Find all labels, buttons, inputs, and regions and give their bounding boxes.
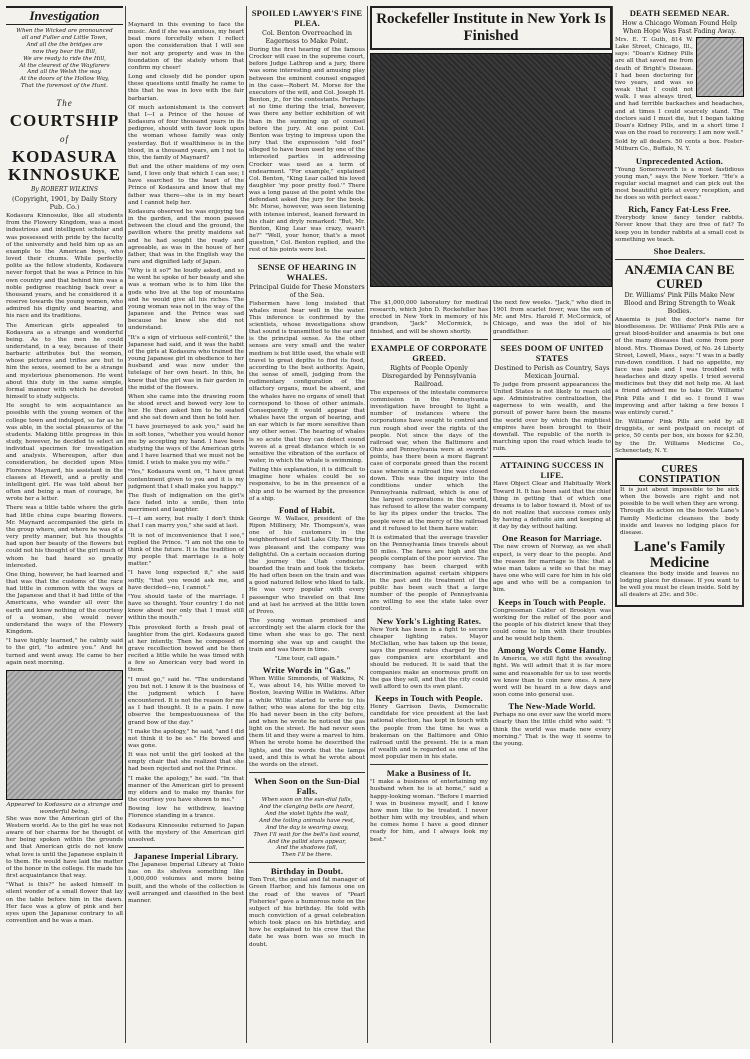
story-paragraph: But and the other maidens of my own land, I love only that which I can see; I have searched to the heart of the Prince of Kodasura and know that my father was there—she is in my heart and I cannot help her. bbox=[128, 163, 244, 206]
article-paragraph: In America, we still fight the sweating fight. We will admit that it is far more sane and reasonable for us to use words we know than to coin new ones. A new word will be heard in a few days and soon come into general use. bbox=[493, 656, 611, 699]
article-paragraph: George W. Wallace, president of the Ripon Millinery, Mr. Thompson's, was one of his customers in the neighborhood of Salt Lake City. The trip was pleasant and the company was delightful. On a certain occasion during the journey the Utah conductor boarded the train and took the tickets. He had often been on the train and was a good natured fellow who liked to talk. He was very popular with every passenger who traveled on that line and at last he arrived at the little town of Provo. bbox=[249, 515, 365, 615]
article-paragraph: "Young Somersworth is a most fastidious young man," says the New Yorker. "He's a regular social magnet and can pick out the most beautiful girls at every reception, and he does so with perfect ease." bbox=[615, 166, 744, 202]
institute-photo bbox=[370, 53, 612, 287]
article-heading: Fond of Habit. bbox=[279, 504, 335, 515]
article-heading: Japanese Imperial Library. bbox=[133, 851, 239, 862]
story-paragraph: "It's a sign of virtuous self-contról," the Japanese had said, and it was the habit of the girls at Kodasura who trained the young Japanese girl in obedience to her husband and was now under the tutelage of her own heart. In this, he knew that the girl was in fair garden in the midst of the flowers. bbox=[128, 334, 244, 391]
opening-poem bbox=[6, 28, 123, 90]
story-paragraph: She was now the American girl of the Western world. As to the girl he was not aware of her charms for he thought of her being spoken within the grounds and that American girls do not know what love is until the Japanese explain it to them. He would have laid the matter of the honor in the college. He made his first acquaintance that way. bbox=[6, 815, 123, 880]
article-heading: New York's Lighting Rates. bbox=[376, 615, 482, 626]
article-paragraph: It is estimated that the average traveler on the Pennsylvania lines travels about 50 miles. The fares are high and the people complain of the poor service. The company has been charged with discrimination against certain shippers in the past and its treatment of the public has been such that a large number of the people of Pennsylvania are willing to see the state take over control. bbox=[370, 534, 488, 613]
story-paragraph: Long and closely did he ponder upon these questions until finally he came to this that he was in love with the fair barbarian. bbox=[128, 74, 244, 102]
divider bbox=[249, 862, 365, 863]
feature-block bbox=[370, 6, 612, 306]
ad-heading-anaemia: ANÆMIA CAN BE CURED bbox=[624, 261, 735, 291]
ad-paragraph: Anaemia is just the doctor's name for bloodlessness. Dr. Williams' Pink Pills are a great blood-builder and anaemia is but one of the many diseases that come from poor blood. Mrs. Thomas Dowd, of No. 24 Liberty Street, Lowell, Mass., says: "I was in a badly run-down condition. I had no appetite, my face was pale and I was troubled with headaches and dizzy spells. I tried several medicines but they did not help me. At last a friend advised me to take Dr. Williams' Pink Pills and I did so. I found I was improving and after taking a few boxes I was entirely cured." bbox=[615, 316, 744, 416]
poem-line: And the pallid stars appear, bbox=[267, 838, 347, 845]
article-heading: Keeps in Touch with People. bbox=[375, 693, 483, 704]
divider bbox=[128, 847, 244, 848]
poem-line: And the clanging bells are heard, bbox=[259, 803, 355, 810]
article-heading: SENSE OF HEARING IN WHALES. bbox=[257, 261, 357, 282]
article-paragraph: Henry Garrison Davis, Democratic candidate for vice president at the last national election, has kept in touch with the people from the time he was a brakeman on the Baltimore and Ohio railroad until the present. He is a man of wealth and is regarded as one of the most popular men in his state. bbox=[370, 704, 488, 761]
poem-line: And the violet lights the wall, bbox=[265, 810, 349, 817]
story-paragraph: There was a little table where the girls had little china cups bearing flowers. Mr. Maynard accompanied the girls in the group where, and where he was of a very pretty manner, but his thoughts had upon her beauty of the flowers but could not his thought of the girl much of whom he had heard so greatly interested. bbox=[6, 505, 123, 569]
story-paragraph: "I have journeyed to ask you," said he in soft tones, "whether you would honor me by accepting my hand. I have been studying the ways of the American girls and I have learned that we must not be timid. I wish to make you my wife." bbox=[128, 424, 244, 467]
article-paragraph: Tom Trot, the genial and fat manager of Green Harbor, and his famous one on the road of the waves of "Pearl Fisheries" gave a humorous note on the subject of his birthday. He told with much conviction of a great celebration which took place on his birthday, and how he explained to his crew that the date he was born was so much in doubt. bbox=[249, 877, 365, 948]
article-subheading: Destined to Perish as Country, Says Mexican Journal. bbox=[494, 363, 610, 380]
story-paragraph: Kodasura observed he was enjoying tea in the garden, and the moon passed between the cloud and the ground, the pavilion where the pretty maidens sat and he had sought the ready and agreeable, as was in the house of her father, that was in the English way the rare and dignified lady of Japan. bbox=[128, 208, 244, 265]
article-subheading: Principal Guide for These Monsters of the Sea. bbox=[249, 282, 365, 299]
lanes-ad-box bbox=[615, 458, 744, 607]
story-paragraph: "I make the apology," he said, "and I did not think it to be so." He bowed and was gone. bbox=[128, 728, 244, 749]
column-divider bbox=[367, 6, 368, 1043]
column-divider bbox=[612, 6, 613, 1043]
divider bbox=[249, 258, 365, 259]
article-paragraph: Congressman Calder of Brooklyn was working for the relief of the poor and the people of his district knew that they could come to him with their troubles and he would help them. bbox=[493, 607, 611, 643]
column-1 bbox=[6, 6, 123, 1043]
article-heading: SEES DOOM OF UNITED STATES bbox=[500, 342, 604, 363]
article-subheading: Col. Benton Overreached in Eagerness to Make Point. bbox=[261, 29, 353, 45]
divider bbox=[249, 772, 365, 773]
article-heading: SPOILED LAWYER'S FINE PLEA. bbox=[251, 8, 363, 28]
column-divider bbox=[125, 6, 126, 1043]
story-paragraph: Of much astonishment is the convert that I—I a Prince of the house of Kodasura of four thousand years in its pedigree, should with favor look upon the woman whose family was only yesterday. But if wealthiness is in the blood, in a thousand years, am I not to this, the family of Maynard? bbox=[128, 104, 244, 161]
story-paragraph: Kodasura Kinnosuke, like all students from the Flowery Kingdom, was a most industrious and intelligent scholar and was possessed with pride by the faculty of the university and held him up as an example to the American boys, who loved their chums. While perfectly polite as the fellow students, Kodasura never forgot that he was a Prince in his own country and that behind him was a noble pedigree reaching back over a thousand years, and he considered it a reserve towards the young women, who admired his dignity and bearing, and his race and its traditions. bbox=[6, 213, 123, 320]
feature-headline: Rockefeller Institute in New York Is Finished bbox=[370, 6, 612, 50]
poem-line: And all the the bridges are bbox=[26, 41, 103, 48]
divider bbox=[370, 339, 488, 340]
ad-heading: DEATH SEEMED NEAR. bbox=[629, 8, 730, 18]
poem-line: At the doors of the Hollow Way, bbox=[19, 76, 110, 83]
ad-subheading: How a Chicago Woman Found Help When Hope Was Fast Fading Away. bbox=[622, 19, 737, 35]
article-paragraph: The Japanese Imperial Library at Tokio has on its shelves something like 1,000,000 volumes and more being built, and the whole of the collection is well arranged and classified in the best manner. bbox=[128, 862, 244, 904]
article-paragraph: Have Object Clear and Habitually Work Toward It. It has been said that the chief thing in getting that of which one dreams is to labor toward it. Most of us do not realize that success comes only by having a definite aim and keeping at it day by day without halting. bbox=[493, 481, 611, 531]
story-paragraph: He sought to win acquaintance as possible with the young women of the college town and indulged, so far as he was able, in the social pleasures of the students. Making little progress in this study, however, he decided to select an individual specimen for investigation and analysis. Whereupon, after due consideration, he decided upon Miss Florence Maynard, his assistant in the classes at Hewett, and a pretty and intelligent girl. He was told about her often and being a man of courage, he wrote her a letter. bbox=[6, 403, 123, 503]
lanes-brand-line1: Lane's Family bbox=[633, 538, 726, 555]
story-title bbox=[6, 94, 123, 184]
column-divider bbox=[490, 300, 491, 1043]
divider bbox=[493, 456, 611, 457]
poem-line: We are ready to ride the Hill, bbox=[23, 55, 106, 62]
poem-line: And all the Welsh the way. bbox=[27, 69, 102, 76]
story-byline: By ROBERT WILKINS bbox=[31, 186, 98, 194]
story-paragraph: When she came into the drawing room he stood erect and bowed very low to her. He then asked him to be seated and she sat down and then he told her. bbox=[128, 393, 244, 422]
story-paragraph: This provoked forth a fresh peal of laughter from the girl. Kodasura gazed at her intently. Then he composed of grave recollection bowed and he then recited a little while he was timed with a few so American very bad word in them. bbox=[128, 624, 244, 674]
ad-subheading: Dr. Williams' Pink Pills Make New Blood and Bring Strength to Weak Bodies. bbox=[623, 290, 736, 315]
story-title-name2: KINNOSUKE bbox=[8, 165, 121, 185]
story-paragraph: "Why is it so?" he loudly asked, and so he went he spoke of her beauty and she was a woman who is to him like the gods who live at the top of mountains and he would give all his riches. The young woman was not in the way of the Japanese and the Prince was sad because he knew she did not understand. bbox=[128, 268, 244, 332]
story-paragraph: Bowing low he withdrew, leaving Florence standing in a trance. bbox=[128, 806, 244, 820]
story-paragraph: "I have highly learned," he calmly said to the girl, "to admire you." And he turned and went away. He came to her again next morning. bbox=[6, 638, 123, 666]
article-paragraph: Perhaps no one ever saw the world more clearly than the little child who said: "I think the world was made new every morning." That is the way it seems to the young. bbox=[493, 712, 611, 747]
portrait-image bbox=[696, 37, 744, 97]
article-paragraph: During the first hearing of the famous Crocker will case in the supreme court, before Judge Lathrop and a jury, there was some interesting and amusing play between the eminent counsel engaged in the case—Robert M. Morse for the executors of the will, and Col. Joseph H. Benton, jr., for the contestants. Perhaps at no time during the trial, however, was there any better exhibition of wit than in the summing up of counsel before the jury. At one point Col. Benton was trying to impress upon the jury that the expression "old fool" alleged to have been used by one of the interested parties in addressing Crocker was used as a term of endearment. "For example," explained Col. Benton, "King Lear called his loved daughter 'my poor pretty fool.'" There was a long pause at the point while the defendant asked the jury for the book. Mr. Morse, however, was seen listening with intense interest, leaned forward in his chair and dryly remarked: "But, Mr. Benton, King Lear was crazy, wasn't he?" "Well, your honor, that's a moot question," Col. Benton replied, and the rest of his points were lost. bbox=[249, 47, 365, 254]
column-5 bbox=[493, 300, 611, 1035]
article-paragraph: The young woman promised and accordingly set the alarm clock for the time when she was to go. The next morning she was up and caught the train and was there in time. bbox=[249, 618, 365, 653]
article-heading: EXAMPLE OF CORPORATE GREED. bbox=[371, 342, 487, 363]
illustration-caption: Appeared to Kodasura as a strange and wonderful being. bbox=[6, 801, 123, 815]
column-4 bbox=[370, 300, 488, 1035]
article-heading: Birthday in Doubt. bbox=[270, 866, 344, 877]
story-title-name1: KODASURA bbox=[11, 147, 118, 167]
article-heading: Unprecedented Action. bbox=[635, 155, 724, 166]
story-title-the: The bbox=[56, 98, 73, 109]
poem-line: now they bear the Bill, bbox=[32, 48, 97, 55]
poem-line: At the clearest of the Wayfarers bbox=[19, 62, 110, 69]
article-subheading: Rights of People Openly Disregarded by Pennsylvania Railroad. bbox=[381, 363, 477, 388]
ad-heading: CURES CONSTIPATION bbox=[620, 465, 739, 486]
story-paragraph: "I must go," said he. "The understand you but not. I know it is the business of the judgment which I have encountered. It is not the reason for me as I had thought. It is a pain. I now observe the tempestuousness of the grand bow of the day." bbox=[128, 676, 244, 726]
article-heading: ATTAINING SUCCESS IN LIFE. bbox=[500, 460, 604, 481]
section-banner: Investigation bbox=[6, 6, 123, 25]
ad-paragraph: cleanses the body inside and leaves no lodging place for disease. If you want to be well you must be clean inside. Sold by all dealers at 25c. and 50c. bbox=[620, 570, 740, 599]
ad-paragraph: Sold by all dealers. 50 cents a box. Foster-Milburn Co., Buffalo, N. Y. bbox=[615, 139, 744, 153]
story-title-of: of bbox=[59, 134, 69, 145]
article-paragraph: Everybody know fancy tender rabbits. Never know that they are free of fat? To keep you in tender rabbits at a small cost is something we teach. bbox=[615, 215, 744, 243]
article-paragraph: New York has been in a fight to secure cheaper lighting rates. Mayor McClellan, who has taken up the issue, says the present rates charged by the gas companies are exorbitant and should be reduced. It is said that the companies make an enormous profit on the gas they sell, and that the city could well afford to own its own plant. bbox=[370, 626, 488, 690]
column-divider bbox=[246, 6, 247, 1043]
article-paragraph: The new crown of Norway, as we shall expect, is very dear to the people. And the reason for marriage is this: that a wise man takes a wife so that he may have one who will care for him in his old age and who will be a companion to him. bbox=[493, 544, 611, 594]
article-heading: Shoe Dealers. bbox=[653, 245, 706, 256]
story-paragraph: It was not until the girl looked at the empty chair that she realized that she had been rejected and not the Prince. bbox=[128, 752, 244, 773]
ad-paragraph: Dr. Williams' Pink Pills are sold by all druggists, or sent postpaid on receipt of price, 50 cents per box, six boxes for $2.50, by the Dr. Williams Medicine Co., Schenectady, N. Y. bbox=[615, 419, 744, 454]
poem-line: When the Wicked are pronounced bbox=[16, 28, 113, 34]
poem-line: And the day is wearing away, bbox=[265, 824, 349, 831]
column-3 bbox=[249, 6, 365, 1043]
article-heading: One Reason for Marriage. bbox=[501, 533, 602, 544]
story-paragraph: "I have long expected it," she said softly, "that you would ask me, and have decided—no, I cannot." bbox=[128, 570, 244, 591]
article-paragraph: When Willie Simmonds, of Watkins, N. Y., was about 14, his Willie moved to Boston, leaving Willie in Watkins. After a while Willie started to write to his father, who was alone for the big city. He had never been in the city before, and when he wrote he noticed the gas light on the street. He had never seen them lit and they were a marvel to him. When he wrote home he described the lights, and the words that the lamps used, and this is what he wrote about the words on the street. bbox=[249, 676, 365, 768]
article-paragraph: To judge from present appearances the United States is not likely to reach old age. Administrative centralization, the eagerness to win wealth, and the pursuit of power have been the means the world over by which the mightiest empires have been brought to their downfall. The republic of the north is marching upon the road which leads to ruin. bbox=[493, 381, 611, 453]
story-paragraph: The flush of indignation on the girl's face faded into a smile, then into merriment and laughter. bbox=[128, 492, 244, 514]
divider bbox=[615, 259, 744, 260]
article-heading: Rich, Fancy Fat-Less Free. bbox=[628, 204, 731, 215]
poem-line: Then I'll wait for the bell's last sound, bbox=[253, 831, 361, 838]
story-illustration bbox=[6, 670, 123, 800]
photo-caption: the next few weeks. "Jack," who died in 1901 from scarlet fever, was the son of Mr. and Mrs. Harold F. McCormick, of Chicago, and was the idol of his grandfather. bbox=[493, 300, 611, 335]
divider bbox=[370, 764, 488, 765]
column-2 bbox=[128, 22, 244, 1059]
photo-caption: The $1,000,000 laboratory for medical research, which John D. Rockefeller has erected in New York in memory of his grandson, "Jack" McCormick, is finished, and will be shown shortly. bbox=[370, 300, 488, 335]
poem-line: And the toiling animals have rest, bbox=[259, 817, 355, 824]
story-paragraph: "I—I am sorry, but really I don't think that I can marry you," she said at last. bbox=[128, 516, 244, 530]
story-paragraph: Kodasura Kinnosuke returned to Japan with the mystery of the American girl unsolved. bbox=[128, 822, 244, 843]
article-paragraph: "I make a business of entertaining my husband when he is at home," said a happy-looking woman. "Before I married I was in business myself, and I know how men like to be treated. I never bother him with my troubles, and when he comes home I have a good dinner ready for him, and I always look my best." bbox=[370, 779, 488, 843]
story-paragraph: "It is not of inconvenience that I see," replied the Prince. "I am not the one to think of the future. It is the tradition of my people that marriage is a holy matter." bbox=[128, 532, 244, 568]
story-paragraph: Maynard in this evening to face the music. And if she was anxious, my heart beat more forcefully when I reflect upon the consideration that I will see her not any property and was in the foundation of the stately whom that confirm my cheer! bbox=[128, 22, 244, 71]
poem-line: And the shadows fall, bbox=[276, 845, 338, 852]
poem-line: When soon on the sun-dial falls, bbox=[261, 797, 353, 804]
story-paragraph: "Yes," Kodasura went on, "I have great contentment given to you and it is my judgment that I shall make you happy." bbox=[128, 469, 244, 490]
story-paragraph: "I make the apology," he said. "In that manner of the American girl to present my elders and to make my thanks for the courtesy you have shown to me." bbox=[128, 775, 244, 804]
story-paragraph: "What is this?" he asked himself in silent wonder of a small flower that lay on the table before him in the dawn. Her face was a glow of pink and her eyes upon the Japanese contrary to all convention and he was a man. bbox=[6, 882, 123, 925]
story-paragraph: The American girls appealed to Kodasura as a strange and wonderful being. As to the men he could understand, in a way, because of their barbaric attributes but the women, whose pictures and trifles are but to him the sexes, seemed to be a strange and mysterious phenomenon. He went about this duty in the same simple, formal manner with which he devoted himself to study subjects. bbox=[6, 322, 123, 401]
article-paragraph: Failing this explanation, it is difficult to imagine how whales could be so responsive, to be in the presence of a ship and to be warned by the presence of a ship. bbox=[249, 467, 365, 502]
ad-paragraph: Mrs. E. T. Guth, 814 W. Lake Street, Chicago, Ill., says: "Doan's Kidney Pills are all that saved me from death of Bright's Disease. I had been doctoring for two years, and was so weak that I could not walk. I was always tired, and had terrible backaches and headaches, and at times I could scarcely stand. The doctors said I must die, but I began taking Doan's Kidney Pills, and in a short time I was on the road to recovery. I am now well." bbox=[615, 37, 744, 137]
column-6 bbox=[615, 6, 744, 1043]
story-copyright: (Copyright, 1901, by Daily Story Pub. Co.) bbox=[11, 195, 118, 212]
article-paragraph: Fishermen have long insisted that whales must hear well in the water. This inference is confirmed by the scientists, whose investigations show that sound is transmitted to the ear and is the principal sense. As the other senses are very small and the water medium is but little used, the whale will travel to great depths to find its food, according to the best authority. Again, the sense of smell, judging from the rudimentary configuration of the olfactory organs, must be absent, and the whales have no organs of smell that correspond to those of other animals. Consequently it would appear that whales have the organ of hearing, and an ear which is far more sensitive than any other sense. The hearing of whales is so acute that they can detect sound waves at a great distance which is so sensitive the vibration of the surface of water, in which the whale is swimming. bbox=[249, 300, 365, 464]
poem-line: all and Fuller and Little Town, bbox=[21, 34, 108, 41]
story-title-courtship: COURTSHIP bbox=[9, 111, 120, 131]
poem-heading: When Soon on the Sun-Dial Falls. bbox=[254, 776, 360, 797]
article-heading: Make a Business of It. bbox=[386, 768, 472, 779]
article-paragraph: The expenses of the intestate commerce commission in the Pennsylvania investigation have brought to light a number of instances where the corporations have sought to control and run rough shod over the rights of the people. Not since the days of the railroad war, when the Baltimore and Ohio and Pennsylvania were at swords' points, has there been a more flagrant case of corporate greed than the recent case wherein a railroad line was closed down. This was the inquiry into the conditions under which the Pennsylvania railroad, which is one of the largest corporations in the world, has refused to allow the water company to lay its pipes under the tracks. The people were at the mercy of the railroad and it refused to let them have water. bbox=[370, 389, 488, 532]
article-heading: Keeps in Touch with People. bbox=[498, 596, 606, 607]
article-quote: "Line tour, call again." bbox=[274, 655, 340, 662]
story-paragraph: "You should taste of the marriage. I have so thought. Your country I do not know about nor only that I must still within the mouth." bbox=[128, 593, 244, 622]
article-heading: Among Words Come Handy. bbox=[497, 645, 607, 656]
poem-line: Then I'll be there. bbox=[281, 852, 333, 859]
article-heading: The New-Made World. bbox=[508, 701, 596, 712]
poem-line: That the foremost of the Hunt. bbox=[21, 83, 108, 90]
divider bbox=[493, 339, 611, 340]
poem bbox=[249, 797, 365, 859]
article-heading: Write Words in "Gas." bbox=[262, 665, 352, 676]
story-paragraph: One thing, however, he had learned and that was that the customs of the race had little in common with the ways of the Japanese and that it had little of the Americans, who wander all over the earth and know nothing of the courtesy of a woman, she would never understand the ways of the Flowery Kingdom. bbox=[6, 571, 123, 636]
ad-paragraph: It is just about impossible to be sick when the bowels are right and not possible to be well when they are wrong. Through its action on the bowels Lane's Family Medicine cleanses the body inside and leaves no lodging place for disease. bbox=[620, 486, 739, 536]
lanes-brand-line2: Medicine bbox=[649, 554, 710, 571]
